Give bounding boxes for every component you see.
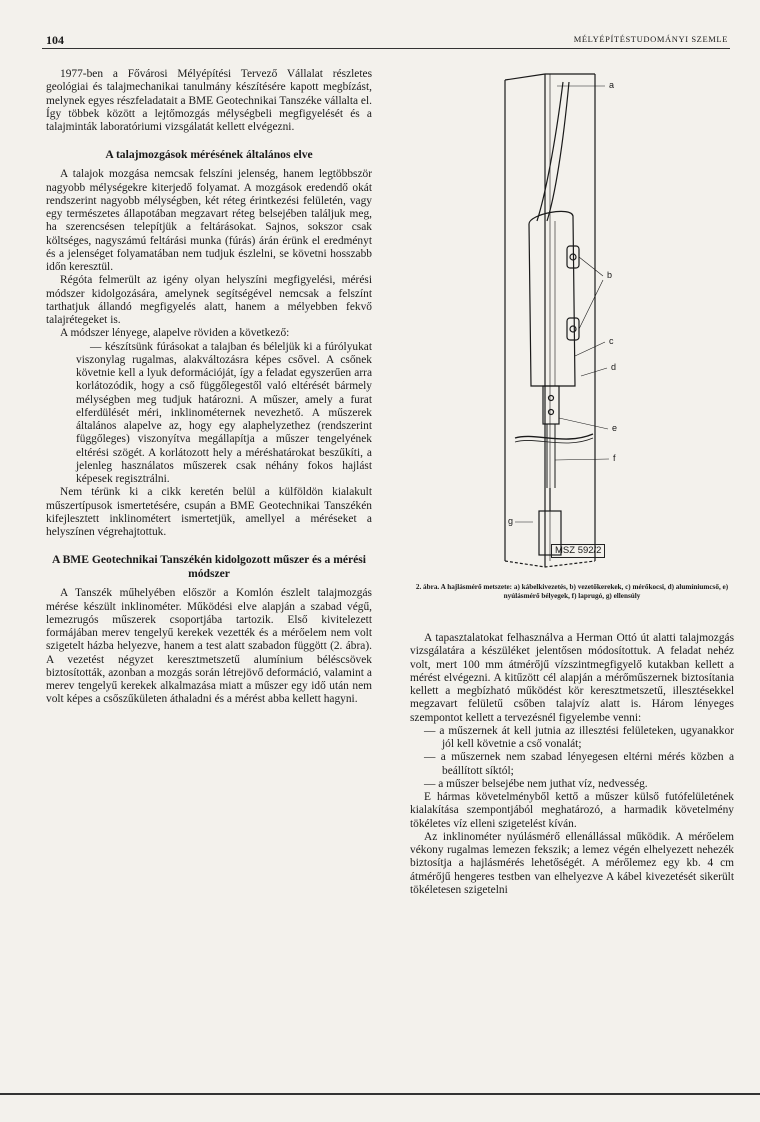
guide-wheel-lower <box>567 318 579 340</box>
paragraph: A talajok mozgása nemcsak felszíni jelenség, hanem legtöbbször nagyobb mélységekre kiterjedő folyamat. A mozgások eredendő okát rendszerint nagyobb mélységben, két réteg érintkezési felületén, vagy egy természetes állapotában megzavart réteg belsejében találjuk meg, ha szerencsésen telepítjük a feltárásokat. Sajnos, sokszor csak költséges, nagyszámú feltárási munka (fúrás) árán érünk el eredményt és a jelenséget folyamatában nem tudjuk észlelni, se követni hosszabb időn keresztül. <box>46 168 372 273</box>
dash-list-item: — a műszernek át kell jutnia az illesztési felületeken, ugyanakkor jól kell követnie a cső vonalát; <box>424 724 734 750</box>
dash-list-item: — a műszer belsejébe nem juthat víz, nedvesség. <box>424 777 648 790</box>
inclinometer-drawing <box>405 56 735 576</box>
right-column <box>410 632 734 897</box>
figure-label-e: e <box>612 423 618 433</box>
left-column <box>46 68 372 707</box>
figure-label-d: d <box>611 362 617 372</box>
footer-rule <box>0 1093 760 1095</box>
dash-list-item: — a műszernek nem szabad lényegesen eltérni mérés közben a beállított síktól; <box>424 751 734 777</box>
cable <box>537 82 569 221</box>
paragraph: 1977-ben a Fővárosi Mélyépítési Tervező Vállalat részletes geológiai és talajmechanikai tanulmány készítésére kapott megbízást, melynek egyes részfeladatait a BME Geotechnikai Tanszéke vállalta el. Így többek között a lejtőmozgás mélységbeli megfigyelését és a talajminták laboratóriumi vizsgálatát kellett elvégezni. <box>46 68 372 133</box>
dash-list-item: — készítsünk fúrásokat a talajban és béleljük ki a fúrólyukat viszonylag rugalmas, alakváltozásra képes csővel. A csőnek követnie kell a lyuk deformációját, így a feladat egyszerűen arra korlátozódik, hogy a cső függőlegestől való eltérését bármely mélységben meg tudjuk határozni. A műszer, amely a furat elferdülését méri, inklinométernek nevezhető. A műszerek általános alapelve az, hogy egy alaphelyzethez (rendszerint függőleges) viszonyítva megállapítja a műszer tengelyének eltérési szögét. A korlátozott hely a méréshatárokat beszűkíti, a jelenleg használatos műszerek csak néhány fokos hajlást képesek regisztrálni. <box>76 340 372 485</box>
inclinometer-figure <box>405 56 735 576</box>
paragraph: A Tanszék műhelyében először a Komlón észlelt talajmozgás mérése készült inklinométer. Működési elve alapján a szabad végű, lemezrugós műszerek csoportjába tartozik. Első kivitelezett formájában merev tengelyű kerekek vezették és a mérőelem nem volt szigetelt házba helyezve, hanem a test alatt szabadon függött (2. ábra). A vezetést négyzet keresztmetszetű alumínium béléscsövek biztosították, azonban a mozgás során létrejövő deformáció, valamint a merev tengelyű kerekek alkalmazása miatt a műszer egy idő után nem volt képes a csőszűkületen áthaladni és a mérést abba kellett hagyni. <box>46 587 372 706</box>
carriage-body <box>529 211 575 386</box>
paragraph: E hármas követelményből kettő a műszer külső futófelületének kialakítása szempontjából meghatározó, a harmadik követelmény tökéletes víz elleni szigetelést kíván. <box>410 791 734 830</box>
section-heading: A BME Geotechnikai Tanszékén kidolgozott műszer és a mérési módszer <box>51 553 367 581</box>
paragraph: A módszer lényege, alapelve röviden a következő: <box>60 327 290 340</box>
figure-label-c: c <box>609 336 614 346</box>
figure-label-b: b <box>607 270 613 280</box>
paragraph: Nem térünk ki a cikk keretén belül a külföldön kialakult műszertípusok ismertetésére, csupán a BME Geotechnikai Tanszékén kifejlesztett inklinométert ismertetjük, amellyel a méréseket a helyszínen végrehajtottuk. <box>46 486 372 538</box>
section-heading: A talajmozgások mérésének általános elve <box>105 148 313 162</box>
paragraph: Az inklinométer nyúlásmérő ellenállással működik. A mérőelem vékony rugalmas lemezen fekszik; a lemez végén elhelyezett nehezék biztosítja a hajlásmérés lehetőségét. A mérőlemez egy kb. 4 cm átmérőjű hengeres testben van elhelyezve A kábel kivezetését sikerült tökéletesen szigetelni <box>410 830 734 896</box>
header-rule <box>42 48 730 49</box>
paragraph: Régóta felmerült az igény olyan helyszíni megfigyelési, mérési módszer kidolgozására, amelynek segítségével nemcsak a felszínt tarthatjuk állandó megfigyelés alatt, hanem a mélyebben fekvő talajrétegeket is. <box>46 274 372 326</box>
page-number: 104 <box>46 33 64 47</box>
figure-code: MSZ 592/2 <box>551 544 605 558</box>
running-head: MÉLYÉPÍTÉSTUDOMÁNYI SZEMLE <box>573 34 728 44</box>
figure-label-g: g <box>508 516 514 526</box>
figure-label-a: a <box>609 80 615 90</box>
paragraph: A tapasztalatokat felhasználva a Herman Ottó út alatti talajmozgás vizsgálatára a készüléket jelentősen módosítottuk. A feladat nehéz volt, mert 100 mm átmérőjű vízszintmegfigyelő kutakban kellett a mérést elvégezni. A kitűzött cél alapján a mérőműszernek biztosítania kellett a megbízható működést kör keresztmetszetű, illesztésekkel megzavart felületű csőben talajvíz alatt is. Három lényeges szempontot kellett a tervezésnél figyelembe venni: <box>410 632 734 724</box>
figure-caption: 2. ábra. A hajlásmérő metszete: a) kábelkivezetés, b) vezetőkerekek, c) mérőkocsi, d) alumíniumcső, e) nyúlásmérő bélyegek, f) laprugó, g) ellensúly <box>415 583 729 600</box>
figure-label-f: f <box>613 453 616 463</box>
